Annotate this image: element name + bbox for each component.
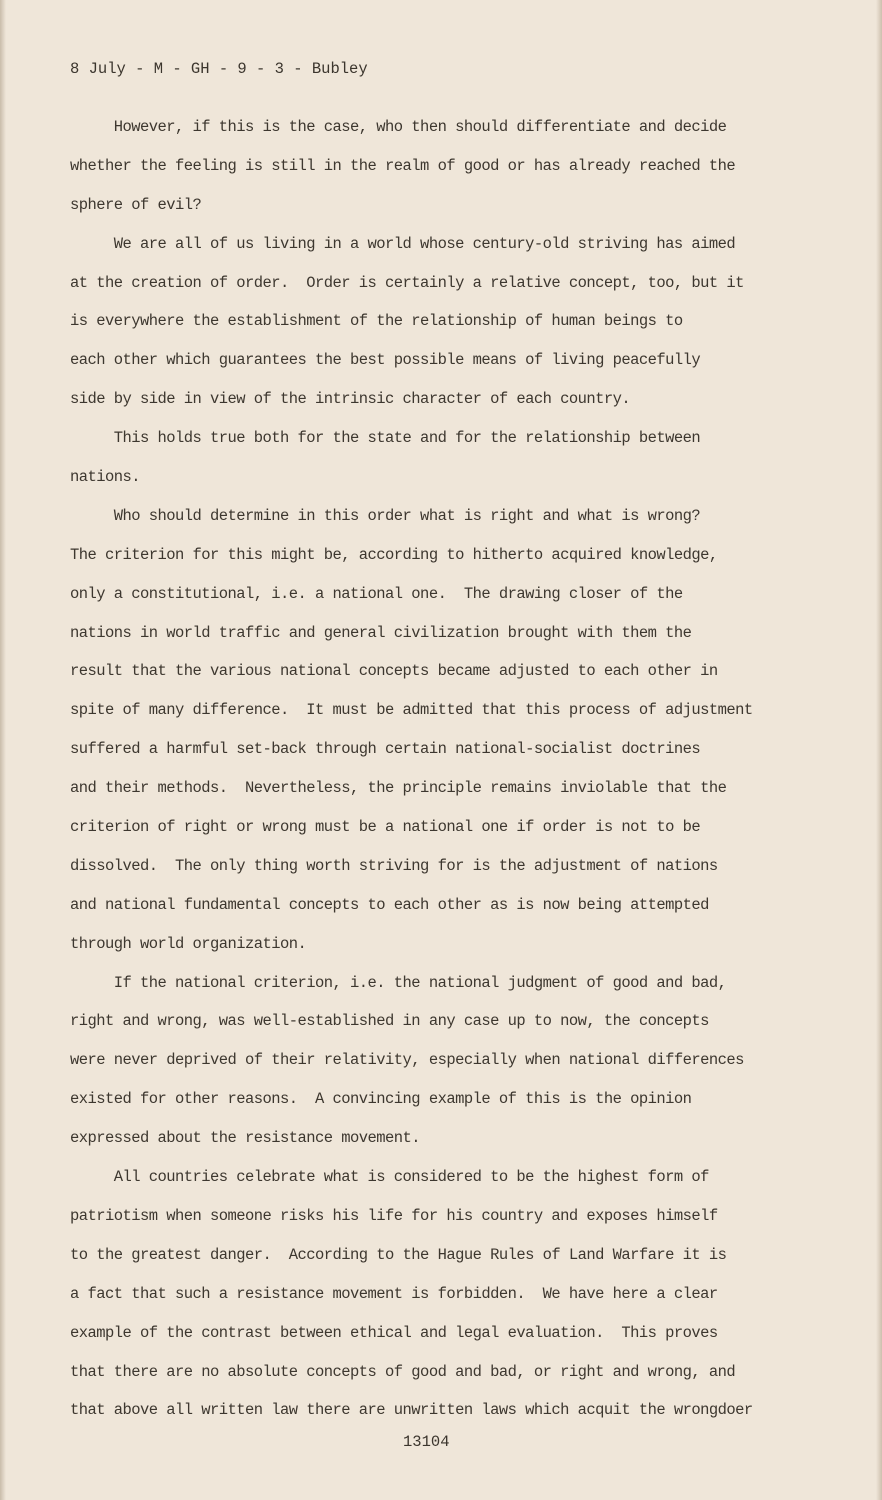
text-line: This holds true both for the state and for the relationship between [70,429,701,448]
text-line: patriotism when someone risks his life for his country and exposes himself [70,1206,718,1225]
text-line: expressed about the resistance movement. [70,1129,421,1148]
text-line: Who should determine in this order what is right and what is wrong? [70,506,701,525]
text-line: through world organization. [70,934,307,953]
text-line: dissolved. The only thing worth striving for is the adjustment of nations [70,856,718,875]
text-line: to the greatest danger. According to the Hague Rules of Land Warfare it is [70,1245,727,1264]
text-line: and their methods. Nevertheless, the principle remains inviolable that the [70,779,727,798]
text-line: that there are no absolute concepts of good and bad, or right and wrong, and [70,1362,736,1381]
text-line: suffered a harmful set-back through certain national-socialist doctrines [70,740,701,759]
text-line: right and wrong, was well-established in any case up to now, the concepts [70,1012,709,1031]
text-line: were never deprived of their relativity, especially when national differences [70,1051,744,1070]
text-line: spite of many difference. It must be admitted that this process of adjustment [70,701,753,720]
body-text [70,113,830,1435]
text-line: sphere of evil? [70,195,202,214]
page-header: 8 July - M - GH - 9 - 3 - Bubley [70,60,368,78]
text-line: each other which guarantees the best possible means of living peacefully [70,351,701,370]
text-line: We are all of us living in a world whose century-old striving has aimed [70,234,736,253]
text-line: and national fundamental concepts to each other as is now being attempted [70,895,709,914]
text-line: whether the feeling is still in the realm of good or has already reached the [70,156,736,175]
text-line: side by side in view of the intrinsic character of each country. [70,390,631,409]
text-line: example of the contrast between ethical and legal evaluation. This proves [70,1323,718,1342]
text-line: nations in world traffic and general civilization brought with them the [70,623,692,642]
text-line: If the national criterion, i.e. the national judgment of good and bad, [70,973,727,992]
text-line: only a constitutional, i.e. a national one. The drawing closer of the [70,584,683,603]
text-line: is everywhere the establishment of the relationship of human beings to [70,312,683,331]
text-line: The criterion for this might be, according to hitherto acquired knowledge, [70,545,718,564]
text-line: result that the various national concepts became adjusted to each other in [70,662,718,681]
page-number: 13104 [403,1433,450,1451]
text-line: existed for other reasons. A convincing example of this is the opinion [70,1090,692,1109]
text-line: criterion of right or wrong must be a national one if order is not to be [70,818,701,837]
text-line: nations. [70,468,141,487]
page-left-edge [0,0,6,1500]
text-line: that above all written law there are unwritten laws which acquit the wrongdoer [70,1401,753,1420]
page-right-edge [876,0,882,1500]
text-line: However, if this is the case, who then should differentiate and decide [70,118,727,136]
text-line: at the creation of order. Order is certainly a relative concept, too, but it [70,273,744,292]
text-line: a fact that such a resistance movement is forbidden. We have here a clear [70,1284,718,1303]
text-line: All countries celebrate what is considered to be the highest form of [70,1168,709,1187]
